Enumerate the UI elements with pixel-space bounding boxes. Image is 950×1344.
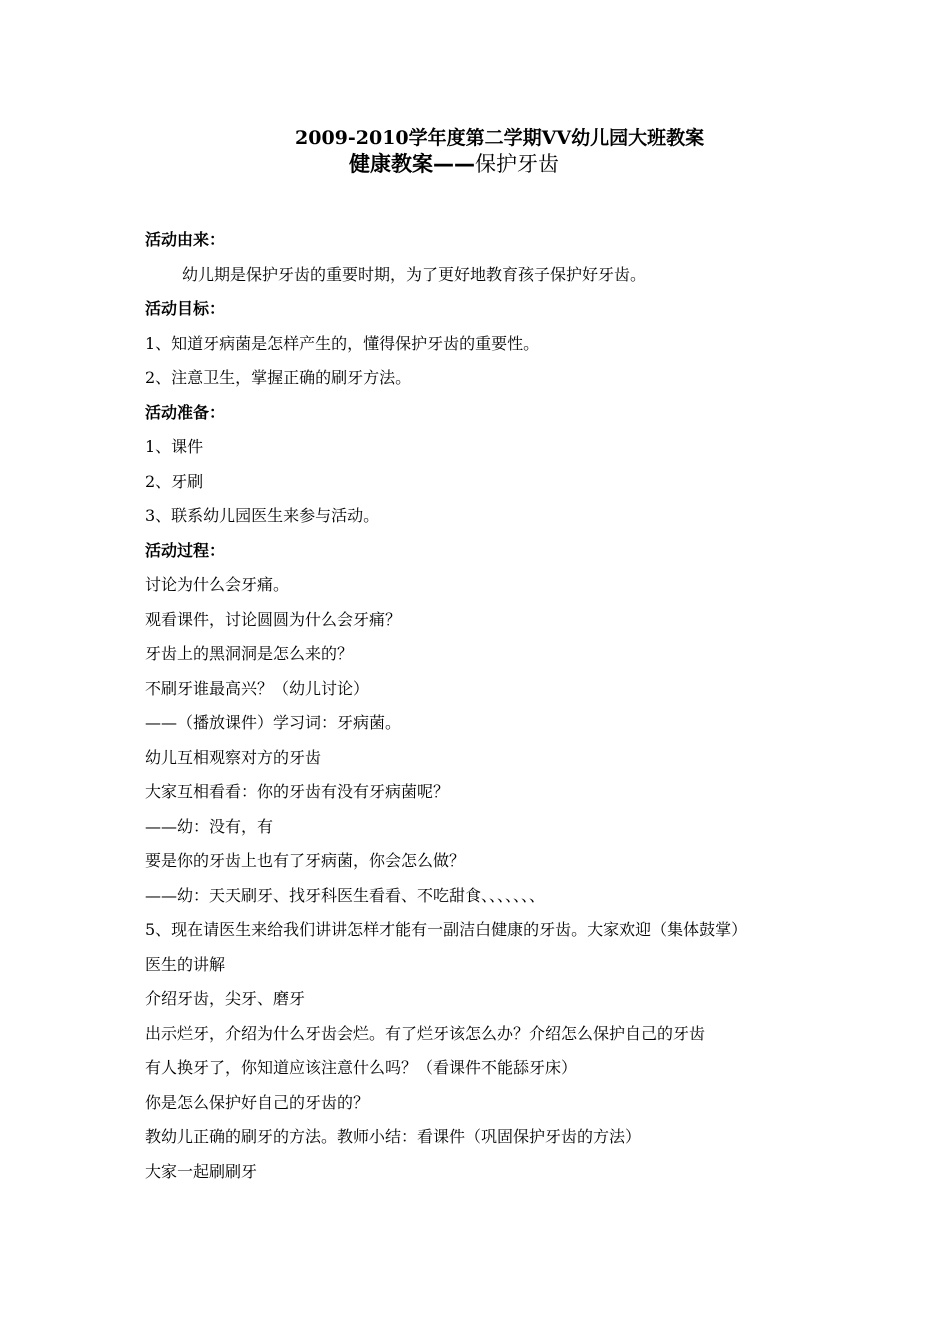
- process-line: 牙齿上的黑洞洞是怎么来的？: [145, 644, 354, 663]
- subtitle-bold-part: 健康教案——: [349, 152, 475, 176]
- section-heading-origin: 活动由来：: [145, 230, 226, 249]
- goal-item: 2、注意卫生，掌握正确的刷牙方法。: [145, 368, 412, 387]
- document-title: 2009-2010学年度第二学期VV幼儿园大班教案: [295, 127, 705, 149]
- document-body: [145, 223, 815, 1189]
- process-line: 教幼儿正确的刷牙的方法。教师小结：看课件（巩固保护牙齿的方法）: [145, 1127, 642, 1146]
- process-line: 要是你的牙齿上也有了牙病菌，你会怎么做？: [145, 851, 466, 870]
- process-line: 讨论为什么会牙痛。: [145, 575, 290, 594]
- origin-text: 幼儿期是保护牙齿的重要时期，为了更好地教育孩子保护好牙齿。: [182, 264, 647, 284]
- section-heading-process: 活动过程：: [145, 540, 226, 560]
- process-line: 出示烂牙，介绍为什么牙齿会烂。有了烂牙该怎么办？介绍怎么保护自己的牙齿: [145, 1023, 706, 1043]
- process-line: ——幼：没有，有: [145, 816, 274, 836]
- process-line: 5、现在请医生来给我们讲讲怎样才能有一副洁白健康的牙齿。大家欢迎（集体鼓掌）: [145, 920, 748, 939]
- subtitle-topic: 保护牙齿: [475, 152, 559, 176]
- process-line: 你是怎么保护好自己的牙齿的？: [145, 1092, 370, 1112]
- process-line: 大家互相看看：你的牙齿有没有牙病菌呢？: [145, 782, 450, 801]
- process-line: 幼儿互相观察对方的牙齿: [145, 747, 322, 767]
- process-line: 观看课件，讨论圆圆为什么会牙痛？: [145, 609, 402, 629]
- process-line: 有人换牙了，你知道应该注意什么吗？（看课件不能舔牙床）: [145, 1058, 578, 1077]
- section-heading-preparation: 活动准备：: [145, 402, 226, 422]
- process-line: 介绍牙齿，尖牙、磨牙: [145, 989, 306, 1008]
- process-line: 不刷牙谁最高兴？（幼儿讨论）: [145, 678, 370, 698]
- preparation-item: 1、课件: [145, 437, 204, 456]
- process-line: 大家一起刷刷牙: [145, 1161, 258, 1181]
- goal-item: 1、知道牙病菌是怎样产生的，懂得保护牙齿的重要性。: [145, 333, 540, 353]
- process-line: 医生的讲解: [145, 954, 226, 974]
- process-line: ——幼：天天刷牙、找牙科医生看看、不吃甜食、、、、、、、: [145, 885, 546, 905]
- section-heading-goals: 活动目标：: [145, 299, 226, 318]
- preparation-item: 2、牙刷: [145, 471, 204, 491]
- preparation-item: 3、联系幼儿园医生来参与活动。: [145, 506, 380, 525]
- document-subtitle: [349, 148, 559, 178]
- process-line: ——（播放课件）学习词：牙病菌。: [145, 713, 402, 732]
